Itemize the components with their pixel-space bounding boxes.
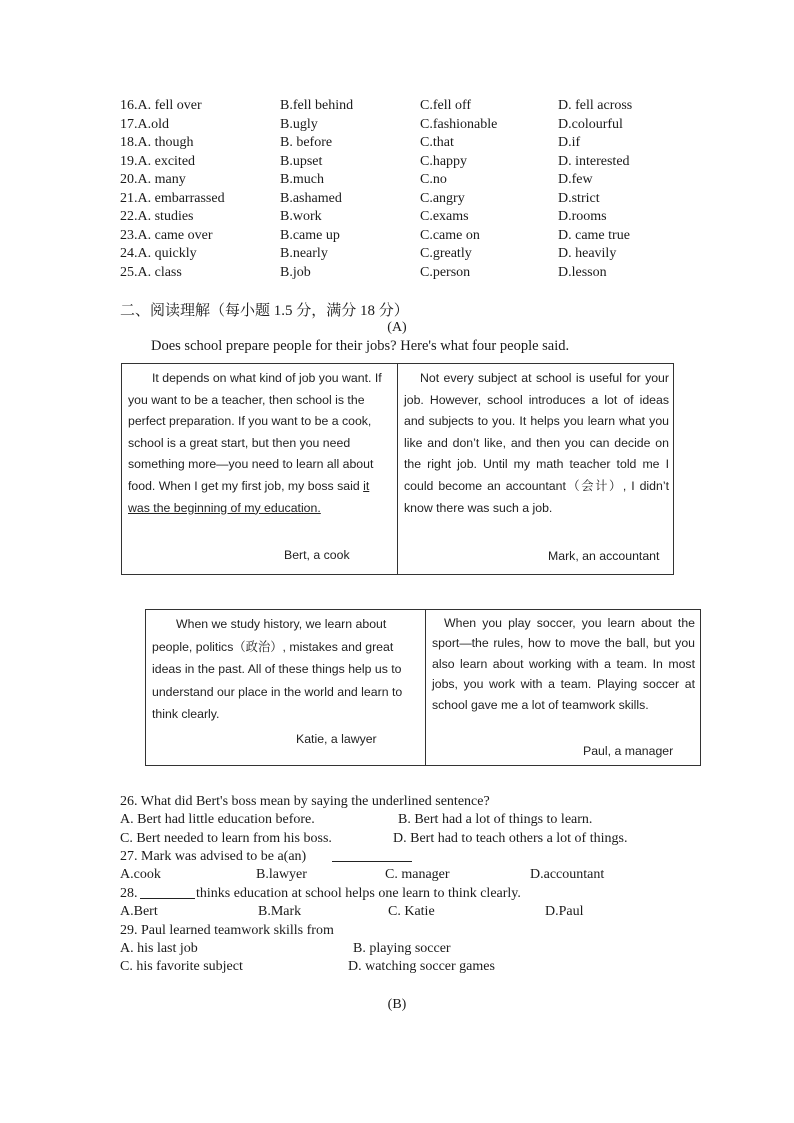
- cloze-option-b: B.much: [280, 172, 324, 187]
- cloze-option-a: [120, 228, 213, 244]
- cloze-option-a-text: A. quickly: [137, 246, 197, 261]
- cloze-number: 24.: [120, 246, 138, 261]
- cloze-option-d: D.if: [558, 135, 581, 150]
- cloze-option-b: B.came up: [280, 227, 340, 243]
- cloze-option-b: B.job: [280, 264, 311, 280]
- bert-signature: Bert, a cook: [284, 548, 350, 562]
- q28-number: 28.: [120, 886, 138, 901]
- katie-signature: Katie, a lawyer: [296, 732, 377, 746]
- section-title: 二、阅读理解（每小题 1.5 分，满分 18 分）: [120, 303, 409, 319]
- cloze-option-c: C.exams: [420, 209, 469, 224]
- paul-text: When you play soccer, you learn about the sport—the rules, how to move the ball, but you also learn about working with a team. In most jobs, you work with a team. Playing soccer at school gave me a lot of teamwork skills.: [432, 616, 695, 712]
- katie-text: When we study history, we learn about people, politics（政治）, mistakes and great ideas in the past. All of these things help us to understand our place in the world and learn to think clearly.: [152, 617, 403, 721]
- q29-option-b: B. playing soccer: [353, 941, 451, 956]
- cloze-number: 19.: [120, 153, 138, 169]
- q29-option-c: C. his favorite subject: [120, 959, 243, 974]
- passage-a-label: (A): [387, 320, 407, 335]
- cloze-option-d: D.colourful: [558, 116, 623, 132]
- q27-option-b: B.lawyer: [256, 867, 307, 882]
- cloze-option-b: B.upset: [280, 153, 323, 169]
- cloze-option-a: [120, 172, 186, 188]
- cloze-option-c: C.fell off: [420, 98, 472, 113]
- q29-stem: 29. Paul learned teamwork skills from: [120, 923, 334, 938]
- cloze-option-a-text: A. studies: [137, 209, 194, 224]
- cloze-option-a: [120, 265, 182, 281]
- cloze-option-c: C.happy: [420, 153, 468, 169]
- cloze-option-a-text: A. fell over: [137, 98, 202, 113]
- cloze-option-a-text: A.old: [137, 116, 169, 132]
- lower-opinions-box: [145, 609, 701, 766]
- cloze-option-d: D.strict: [558, 190, 600, 206]
- cloze-number: 16.: [120, 98, 138, 113]
- q27-option-a: A.cook: [120, 867, 161, 882]
- cloze-option-d: D. heavily: [558, 246, 617, 261]
- cloze-option-b: B.fell behind: [280, 98, 354, 113]
- cloze-number: 25.: [120, 264, 138, 280]
- q28-answer-blank: [140, 886, 195, 899]
- cloze-option-a: [120, 154, 195, 170]
- q28-option-d: D.Paul: [545, 904, 584, 919]
- cloze-option-d: D. fell across: [558, 98, 633, 113]
- cloze-number: 20.: [120, 172, 138, 187]
- cloze-option-a-text: A. excited: [137, 153, 196, 169]
- passage-a-intro: Does school prepare people for their jobs? Here's what four people said.: [151, 338, 570, 354]
- cloze-option-a: [120, 246, 197, 262]
- paul-signature: Paul, a manager: [583, 744, 674, 758]
- cloze-option-a-text: A. embarrassed: [137, 190, 225, 206]
- cloze-option-b: B.nearly: [280, 246, 328, 261]
- cloze-option-b: B.work: [280, 209, 322, 224]
- q28-option-a: A.Bert: [120, 904, 158, 919]
- cloze-number: 22.: [120, 209, 138, 224]
- cloze-option-c: C.no: [420, 172, 447, 187]
- q27-answer-blank: [332, 849, 412, 862]
- cloze-option-c: C.angry: [420, 190, 465, 206]
- q28-stem: thinks education at school helps one learn to think clearly.: [196, 886, 521, 901]
- cloze-option-c: C.person: [420, 264, 471, 280]
- cloze-option-b: B.ashamed: [280, 190, 342, 206]
- cloze-option-c: C.greatly: [420, 246, 472, 261]
- q27-stem: 27. Mark was advised to be a(an): [120, 849, 307, 864]
- cloze-option-d: D.rooms: [558, 209, 607, 224]
- q27-option-c: C. manager: [385, 867, 450, 882]
- q26-option-b: B. Bert had a lot of things to learn.: [398, 812, 593, 827]
- q28-option-c: C. Katie: [388, 904, 435, 919]
- cloze-number: 21.: [120, 190, 138, 206]
- cloze-option-a-text: A. many: [137, 172, 186, 187]
- cloze-option-c: C.that: [420, 135, 454, 150]
- mark-text: Not every subject at school is useful for your job. However, school introduces a lot of ideas and subjects to you. It helps you learn what you like and don’t like, and then you can decide on the right job. Until my math teacher told me I could become an accountant（会计）, I didn’t know there was such a job.: [404, 371, 669, 515]
- upper-opinions-box: [121, 363, 674, 575]
- q26-stem: 26. What did Bert's boss mean by saying the underlined sentence?: [120, 794, 490, 809]
- cloze-number: 17.: [120, 116, 138, 132]
- cloze-option-a: [120, 117, 169, 133]
- cloze-number: 23.: [120, 227, 138, 243]
- cloze-option-a: [120, 191, 225, 207]
- cloze-option-a-text: A. though: [137, 135, 194, 150]
- cloze-option-a: [120, 98, 202, 114]
- bert-cell: [122, 364, 398, 574]
- cloze-option-a-text: A. class: [137, 264, 182, 280]
- q28-option-b: B.Mark: [258, 904, 302, 919]
- cloze-option-a: [120, 209, 194, 225]
- cloze-option-d: D.few: [558, 172, 593, 187]
- cloze-option-c: C.came on: [420, 227, 480, 243]
- bert-text: It depends on what kind of job you want. If you want to be a teacher, then school is the perfect preparation. If you want to be a cook, school is a great start, but then you need something more—you need to learn all about food. When I get my first job, my boss said it was the beginning of my education.: [128, 371, 382, 515]
- q26-option-d: D. Bert had to teach others a lot of things.: [393, 831, 628, 846]
- cloze-option-a-text: A. came over: [137, 227, 213, 243]
- cloze-number: 18.: [120, 135, 138, 150]
- cloze-option-c: C.fashionable: [420, 116, 498, 132]
- cloze-option-b: B.ugly: [280, 116, 318, 132]
- paul-cell: [426, 610, 700, 765]
- q26-option-a: A. Bert had little education before.: [120, 812, 315, 827]
- q29-option-a: A. his last job: [120, 941, 198, 956]
- cloze-option-d: D. interested: [558, 153, 630, 169]
- underlined-sentence: it was the beginning of my education.: [128, 478, 370, 515]
- katie-cell: [146, 610, 426, 765]
- cloze-option-d: D.lesson: [558, 264, 607, 280]
- cloze-option-d: D. came true: [558, 227, 630, 243]
- q27-option-d: D.accountant: [530, 867, 605, 882]
- passage-b-label: (B): [387, 997, 407, 1012]
- cloze-option-a: [120, 135, 194, 151]
- q26-option-c: C. Bert needed to learn from his boss.: [120, 831, 332, 846]
- mark-cell: [398, 364, 673, 574]
- q29-option-d: D. watching soccer games: [348, 959, 495, 974]
- cloze-option-b: B. before: [280, 135, 333, 150]
- mark-signature: Mark, an accountant: [548, 549, 660, 563]
